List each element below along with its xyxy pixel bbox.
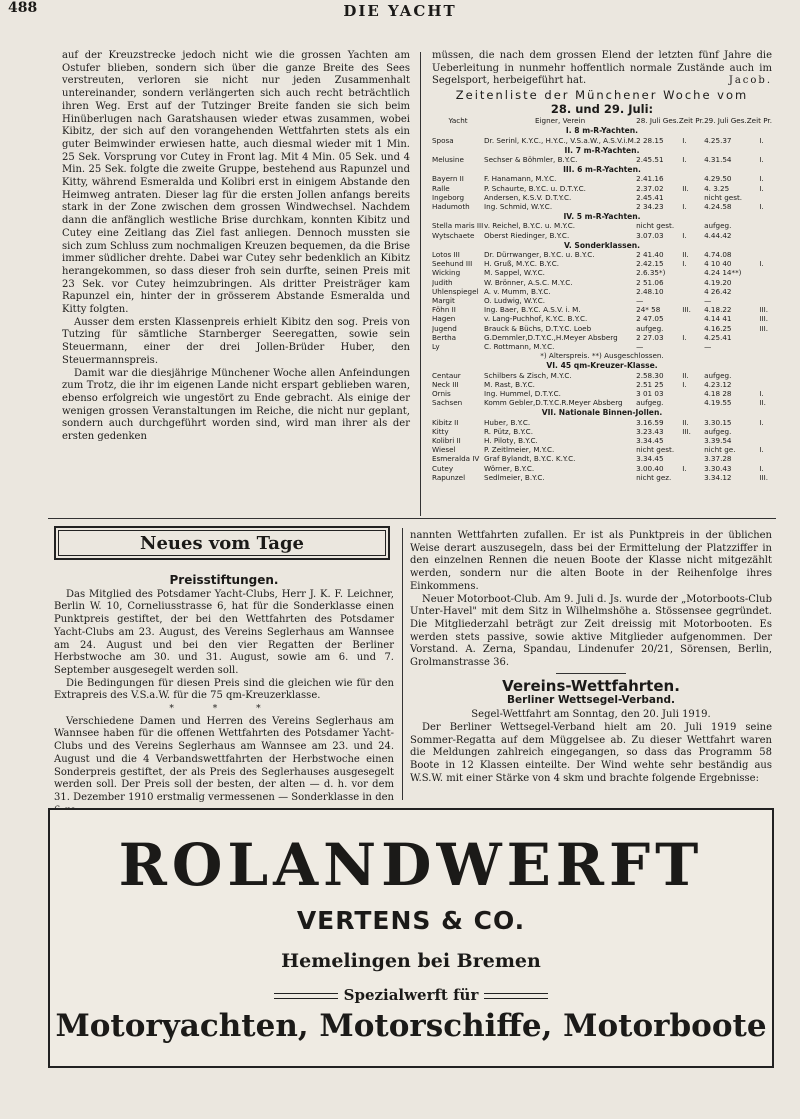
- place-day2: [759, 427, 772, 436]
- class-heading-row: [432, 125, 772, 135]
- class-heading-row: [432, 360, 772, 370]
- place-day1: I.: [682, 259, 687, 269]
- yacht-name: Wytschaete: [432, 230, 475, 240]
- time-day1: aufgeg.: [636, 398, 664, 408]
- time-day1: nicht gest.: [636, 221, 675, 231]
- owner-club: Wörner, B.Y.C.: [484, 463, 535, 473]
- owner-club: Huber, B.Y.C.: [484, 417, 531, 427]
- owner-club: H. Gruß, M.Y.C. B.Y.C.: [484, 259, 560, 269]
- yacht-name: Seehund III: [432, 259, 473, 269]
- table-row: [432, 333, 772, 342]
- place-day2: I.: [759, 183, 764, 193]
- time-day2: 3.34.12: [704, 472, 732, 482]
- table-row: [432, 202, 772, 211]
- news-subhead: Preisstiftungen.: [169, 573, 279, 587]
- place-day1: [682, 278, 704, 287]
- regatta-date: Segel-Wettfahrt am Sonntag, den 20. Juli 1919.: [471, 709, 711, 721]
- place-day2: I.: [759, 445, 764, 455]
- place-day1: [682, 473, 704, 482]
- owner-club: Schilbers & Zisch, M.Y.C.: [484, 370, 572, 380]
- time-day1: —: [636, 341, 644, 351]
- page-number: 488: [8, 0, 38, 16]
- place-day2: [759, 231, 772, 240]
- table-row: [432, 398, 772, 407]
- place-day1: [682, 174, 704, 183]
- time-day1: —: [636, 295, 644, 305]
- owner-club: Andersen, K.S.V. D.T.Y.C.: [484, 192, 572, 202]
- owner-club: H. Piloty, B.Y.C.: [484, 436, 538, 446]
- results-column: [432, 50, 772, 482]
- yacht-name: Ornis: [432, 389, 451, 398]
- news-heading: Neues vom Tage: [140, 532, 304, 554]
- place-day2: I.: [759, 417, 764, 427]
- owner-club: v. Reichel, B.Y.C. u. M.Y.C.: [484, 221, 576, 231]
- owner-club: Dr. Serinl, K.Y.C., H.Y.C., V.S.a.W., A.S.V.i.M.: [484, 135, 637, 145]
- time-day1: 3.34.45: [636, 454, 664, 464]
- yacht-name: Ly: [432, 341, 440, 351]
- table-row: [432, 324, 772, 333]
- yacht-name: Kitty: [432, 426, 449, 436]
- place-day2: I.: [759, 135, 764, 145]
- regatta-paragraph: Der Berliner Wettsegel-Verband hielt am 20. Juli 1919 seine Sommer-Regatta auf dem Müggelsee ab. Zu dieser Wettfahrt waren die Meldungen zahlreich eingegangen, so dass das Programm 58 Boote in 12 Klassen einteilte. Der Wind wehte sehr beständig aus W.S.W. mit einer Stärke von 4 skm und brachte folgende Ergebnisse:: [410, 721, 772, 784]
- place-day1: [682, 342, 704, 351]
- place-day2: III.: [759, 314, 769, 324]
- header-owner: Eigner, Verein: [534, 116, 586, 126]
- time-day2: 3.37.28: [704, 454, 732, 464]
- double-rule-right: [484, 993, 548, 999]
- place-day1: [682, 436, 704, 445]
- table-row: [432, 427, 772, 436]
- table-row: [432, 314, 772, 323]
- ad-specialty: [50, 986, 772, 1004]
- place-day1: II.: [682, 417, 689, 427]
- owner-club: Ing. Schmid, W.Y.C.: [484, 201, 553, 211]
- place-day2: [759, 380, 772, 389]
- article-paragraph: Damit war die diesjährige Münchener Woche allen Anfeindungen zum Trotz, die ihr im eigenen Lande nicht erspart geblieben waren, ebenso erfolgreich wie ungestört zu Ende gebracht. Als einige der wenigen grossen Veranstaltungen im Reiche, die nicht nur geplant, sondern auch durchgeführt worden sind, wird man ihrer als der ersten gedenken: [62, 367, 410, 443]
- owner-club: G.Demmler,D.T.Y.C.,H.Meyer Absberg: [484, 332, 618, 342]
- place-day1: [682, 389, 704, 398]
- time-day1: aufgeg.: [636, 323, 664, 333]
- place-day2: [759, 371, 772, 380]
- owner-club: Ing. Hummel, D.T.Y.C.: [484, 389, 561, 398]
- owner-club: R. Pütz, B.Y.C.: [484, 426, 533, 436]
- time-day2: aufgeg.: [704, 221, 732, 231]
- yacht-name: Hadumoth: [432, 201, 470, 211]
- results-footnote: *) Alterspreis. **) Ausgeschlossen.: [540, 351, 664, 361]
- place-day2: II.: [759, 398, 766, 408]
- place-day2: [759, 250, 772, 259]
- yacht-name: Judith: [432, 277, 453, 287]
- place-day1: I.: [682, 379, 687, 389]
- place-day1: I.: [682, 332, 687, 342]
- time-day2: 4.18.22: [704, 305, 732, 315]
- place-day2: [759, 268, 772, 277]
- table-row: [432, 418, 772, 427]
- section-rule: [48, 518, 776, 519]
- ad-products: Motoryachten, Motorschiffe, Motorboote: [55, 1008, 767, 1044]
- news-heading-box: [54, 526, 390, 560]
- yacht-name: Sposa: [432, 135, 454, 145]
- time-day2: 4.19.20: [704, 277, 732, 287]
- news-paragraph: Verschiedene Damen und Herren des Vereins Seglerhaus am Wannsee haben für die offenen Wettfahrten des Potsdamer Yacht-Clubs und des Vereins Seglerhaus am Wannsee am 23. und 24. August und die 4 Verbandswettfahrten der Herbstwoche einen Sonderpreis gestiftet, der als Preis des Seglerhauses ausgesegelt werden soll. Der Preis soll der besten, der alten — d. h. vor dem 31. Dezember 1910 erstmalig vermessenen — Sonderklasse in den: [54, 715, 394, 803]
- table-row: [432, 296, 772, 305]
- place-day1: [682, 324, 704, 333]
- header-day2: 29. Juli Ges.Zeit Pr.: [704, 116, 772, 126]
- place-day1: III.: [682, 305, 691, 315]
- ad-location: Hemelingen bei Bremen: [281, 950, 541, 972]
- time-day2: 3.39.54: [704, 436, 732, 446]
- place-day2: [759, 333, 772, 342]
- yacht-name: Sachsen: [432, 398, 463, 408]
- time-day2: 4.24.58: [704, 201, 732, 211]
- place-day1: I.: [682, 230, 687, 240]
- place-day2: III.: [759, 323, 769, 333]
- time-day2: 4.23.12: [704, 379, 732, 389]
- owner-club: M. Sappel, W.Y.C.: [484, 268, 545, 278]
- owner-club: P. Schaurte, B.Y.C. u. D.T.Y.C.: [484, 183, 586, 193]
- time-day2: 4.24 14**): [704, 268, 742, 278]
- owner-club: Brauck & Büchs, D.T.Y.C. Loeb: [484, 323, 592, 333]
- yacht-name: Melusine: [432, 154, 464, 164]
- place-day1: [682, 287, 704, 296]
- time-day2: 4 10 40: [704, 259, 732, 269]
- table-row: [432, 174, 772, 183]
- owner-club: v. Lang-Puchhof, K.Y.C. B.Y.C.: [484, 314, 588, 324]
- owner-club: F. Hanamann, M.Y.C.: [484, 174, 557, 184]
- owner-club: O. Ludwig, W.Y.C.: [484, 295, 546, 305]
- class-heading: VI. 45 qm-Kreuzer-Klasse.: [546, 361, 658, 371]
- time-day2: 4.19.55: [704, 398, 732, 408]
- place-day1: II.: [682, 249, 689, 259]
- place-day1: I.: [682, 154, 687, 164]
- yacht-name: Kolibri II: [432, 436, 461, 446]
- owner-club: Sechser & Böhmler, B.Y.C.: [484, 154, 578, 164]
- header-yacht: Yacht: [448, 116, 468, 126]
- table-row: [432, 445, 772, 454]
- place-day2: [759, 454, 772, 463]
- place-day1: II.: [682, 370, 689, 380]
- ad-firm: VERTENS & CO.: [296, 906, 526, 935]
- table-row: [432, 454, 772, 463]
- yacht-name: Ralle: [432, 183, 450, 193]
- article-paragraph: auf der Kreuzstrecke jedoch nicht wie die grossen Yachten am Ostufer blieben, sondern sich über die ganze Breite des Sees verstreuten, verloren sie nicht nur jeden Zusammenhalt untereinander, sondern verlängerten sich auch recht beträchtlich ihren Weg. Erst auf der Tutzinger Breite fanden sie sich beim Hinüberlugen nach Garatshausen wieder etwas zusammen, wobei Kibitz, der sich auf den vorangehenden Wettfahrten stets als ein guter Beimwinder erwiesen hatte, auch diesmal wieder mit 1 Min. 25 Sek. Vorsprung vor Cutey in Front lag. Mit 4 Min. 05 Sek. und 4 Min. 25 Sek. folgte die zweite Gruppe, bestehend aus Rapunzel und Kitty, während Esmeralda und Kolibri erst in einigem Abstande den Heimweg antraten. Dieser lag für die ersten Jollen anfangs bereits stark in der Zone zwischen dem grossen Windwechsel. Nachdem dann die anfänglich westliche Brise durchkam, konnten Kibitz und Cutey eine Zeitlang das Ziel fast anliegen. Dennoch mussten sie sich zum Schluss zum nochmaligen Kreuzen bequemen, da die Brise immer südlicher drehte. Dabei war Cutey sehr bedenklich an Kibitz herangekommen, so dass dieser froh sein durfte, seinen Preis mit 23 Sek. vor Cutey heimzubringen. Als dritter Preisträger kam Rapunzel ein, hinter der in grösserem Abstande Esmeralda und Kitty folgten.: [62, 50, 410, 316]
- time-day1: 2.41.16: [636, 174, 664, 184]
- place-day2: I.: [759, 463, 764, 473]
- table-row: [432, 436, 772, 445]
- time-day1: 2.58.30: [636, 370, 664, 380]
- place-day1: II.: [682, 183, 689, 193]
- article-paragraph: [432, 50, 772, 88]
- yacht-name: Rapunzel: [432, 472, 466, 482]
- time-day2: 4.16.25: [704, 323, 732, 333]
- ad-company-name: ROLANDWERFT: [118, 831, 704, 899]
- yacht-name: Esmeralda IV: [432, 454, 480, 464]
- header-day1: 28. Juli Ges.Zeit Pr.: [636, 116, 705, 126]
- time-day1: nicht gest.: [636, 445, 675, 455]
- results-table-dates: 28. und 29. Juli:: [550, 102, 654, 117]
- news-paragraph: Die Bedingungen für diesen Preis sind die gleichen wie für den Extrapreis des V.S.a.W. für die 75 qm-Kreuzerklasse.: [54, 677, 394, 702]
- class-heading-row: [432, 407, 772, 417]
- yacht-name: Ingeborg: [432, 192, 465, 202]
- place-day2: I.: [759, 154, 764, 164]
- table-row: [432, 380, 772, 389]
- time-day1: nicht gez.: [636, 472, 672, 482]
- time-day1: 2 28.15: [636, 135, 664, 145]
- place-day1: [682, 314, 704, 323]
- news-paragraph: Das Mitglied des Potsdamer Yacht-Clubs, Herr J. K. F. Leichner, Berlin W. 10, Corneliusstrasse 6, hat für die Sonderklasse einen Punktpreis gestiftet, der bei den Wettfahrten des Potsdamer Yacht-Clubs am 23. August, des Vereins Seglerhaus am Wannsee am 24. August und bei den vier Regatten der Berliner Herbstwoche am 30. und 31. August, sowie am 6. und 7. September ausgesegelt werden soll.: [54, 588, 394, 676]
- time-day1: 2 27.03: [636, 332, 664, 342]
- time-day1: 2 47.05: [636, 314, 664, 324]
- time-day2: aufgeg.: [704, 370, 732, 380]
- table-row: [432, 473, 772, 482]
- class-heading-row: [432, 240, 772, 250]
- time-day2: aufgeg.: [704, 426, 732, 436]
- table-row: [432, 136, 772, 145]
- class-heading: VII. Nationale Binnen-Jollen.: [541, 408, 663, 418]
- yacht-name: Föhn II: [432, 305, 456, 315]
- table-row: [432, 250, 772, 259]
- place-day1: [682, 445, 704, 454]
- time-day2: 3.30.43: [704, 463, 732, 473]
- place-day1: [682, 193, 704, 202]
- yacht-name: Wiesel: [432, 445, 456, 455]
- place-day2: [759, 193, 772, 202]
- time-day1: 2 51.06: [636, 277, 664, 287]
- time-day2: nicht gest.: [704, 192, 743, 202]
- table-row: [432, 287, 772, 296]
- time-day1: 2 34.23: [636, 201, 664, 211]
- time-day1: 2.45.41: [636, 192, 664, 202]
- place-day1: [682, 454, 704, 463]
- owner-club: M. Rast, B.Y.C.: [484, 379, 535, 389]
- place-day1: I.: [682, 201, 687, 211]
- yacht-name: Centaur: [432, 370, 461, 380]
- article-column-left: [62, 50, 410, 444]
- table-row: [432, 371, 772, 380]
- owner-club: Komm Gebler,D.T.Y.C.R.Meyer Absberg: [484, 398, 623, 408]
- table-row: [432, 184, 772, 193]
- yacht-name: Lotos III: [432, 249, 460, 259]
- class-heading: III. 6 m-R-Yachten.: [563, 165, 641, 175]
- time-day1: 3.07.03: [636, 230, 664, 240]
- results-table-title: Zeitenliste der Münchener Woche vom: [455, 88, 749, 103]
- time-day1: 2.51 25: [636, 379, 664, 389]
- results-table: [432, 116, 772, 482]
- time-day2: 4.25.37: [704, 135, 732, 145]
- place-day2: I.: [759, 389, 764, 398]
- class-heading: V. Sonderklassen.: [563, 240, 641, 250]
- place-day1: I.: [682, 463, 687, 473]
- place-day2: [759, 221, 772, 230]
- yacht-name: Kibitz II: [432, 417, 459, 427]
- owner-club: W. Brönner, A.S.C. M.Y.C.: [484, 277, 573, 287]
- table-row: [432, 155, 772, 164]
- table-row: [432, 268, 772, 277]
- time-day1: 24* 58: [636, 305, 661, 315]
- place-day1: [682, 296, 704, 305]
- time-day2: —: [704, 341, 712, 351]
- regatta-subtitle: Berliner Wettsegel-Verband.: [507, 694, 675, 707]
- time-day2: 4.29.50: [704, 174, 732, 184]
- table-row: [432, 464, 772, 473]
- results-footnote-row: [432, 351, 772, 360]
- place-day2: [759, 278, 772, 287]
- place-day2: III.: [759, 472, 769, 482]
- time-day1: 2.37.02: [636, 183, 664, 193]
- running-title: DIE YACHT: [343, 2, 457, 20]
- class-heading: I. 8 m-R-Yachten.: [565, 126, 639, 136]
- news-paragraph: nannten Wettfahrten zufallen. Er ist als Punktpreis in der üblichen Weise derart auszusegeln, dass bei der Ermittelung der Platzziffer in den einzelnen Rennen die neuen Boote der Klasse nicht mitgezählt werden, sondern nur die alten Boote in der Reihenfolge ihres Einkommens.: [410, 530, 772, 592]
- club-note: Neuer Motorboot-Club. Am 9. Juli d. Js. wurde der „Motorboots-Club Unter-Havel" mit dem Sitz in Wilhelmshöhe a. Stössensee gegründet. Die Mitgliederzahl beträgt zur Zeit dreissig mit Motorbooten. Es werden stets passive, sowie aktive Mitglieder aufgenommen. Der Vorstand. A. Zerna, Spandau, Lindenufer 20/21, Sörensen, Berlin, Grolmanstrasse 36.: [410, 593, 772, 669]
- owner-club: C. Rottmann, M.Y.C.: [484, 341, 555, 351]
- owner-club: Dr. Dürrwanger, B.Y.C. u. B.Y.C.: [484, 249, 595, 259]
- time-day2: 4. 3.25: [704, 183, 730, 193]
- yacht-name: Bertha: [432, 332, 457, 342]
- place-day2: [759, 296, 772, 305]
- time-day2: 4.25.41: [704, 332, 732, 342]
- owner-club: P. Zeitlmeier, M.Y.C.: [484, 445, 555, 455]
- table-row: [432, 389, 772, 398]
- time-day2: nicht ge.: [704, 445, 736, 455]
- results-header-row: [432, 116, 772, 125]
- yacht-name: Stella maris III: [432, 221, 484, 231]
- yacht-name: Wicking: [432, 268, 461, 278]
- time-day2: 4.74.08: [704, 249, 732, 259]
- time-day1: 2.6.35*): [636, 268, 666, 278]
- place-day2: I.: [759, 259, 764, 269]
- yacht-name: Cutey: [432, 463, 454, 473]
- table-row: [432, 305, 772, 314]
- time-day1: 2.42.15: [636, 259, 664, 269]
- place-day1: I.: [682, 135, 687, 145]
- time-day2: 4.31.54: [704, 154, 732, 164]
- time-day2: 4.14 41: [704, 314, 732, 324]
- class-heading-row: [432, 211, 772, 221]
- time-day1: 2 41.40: [636, 249, 664, 259]
- time-day2: 4.44.42: [704, 230, 732, 240]
- divider: [556, 673, 626, 674]
- advertisement: [48, 808, 774, 1068]
- place-day2: [759, 436, 772, 445]
- time-day1: 2.45.51: [636, 154, 664, 164]
- place-day1: [682, 221, 704, 230]
- class-heading-row: [432, 164, 772, 174]
- article-paragraph: Ausser dem ersten Klassenpreis erhielt Kibitz den sog. Preis von Tutzing für sämtliche Starnberger Seeregatten, sowie sein Steuermann, einer der drei Jollen-Brüder Huber, den Steuermannspreis.: [62, 316, 410, 366]
- table-row: [432, 221, 772, 230]
- place-day2: I.: [759, 201, 764, 211]
- place-day2: I.: [759, 174, 764, 184]
- place-day2: [759, 287, 772, 296]
- time-day2: 3.30.15: [704, 417, 732, 427]
- class-heading: IV. 5 m-R-Yachten.: [563, 212, 641, 222]
- author: Jacob.: [728, 75, 772, 87]
- table-row: [432, 193, 772, 202]
- time-day2: 4 26.42: [704, 286, 732, 296]
- class-heading: II. 7 m-R-Yachten.: [564, 145, 640, 155]
- owner-club: Graf Bylandt, B.Y.C. K.Y.C.: [484, 454, 576, 464]
- place-day2: [759, 342, 772, 351]
- double-rule-left: [274, 993, 338, 999]
- time-day1: 2.48.10: [636, 286, 664, 296]
- table-row: [432, 259, 772, 268]
- yacht-name: Hagen: [432, 314, 456, 324]
- section-stars: * * *: [169, 704, 279, 715]
- owner-club: Sedlmeier, B.Y.C.: [484, 472, 545, 482]
- time-day2: 4.18 28: [704, 389, 732, 398]
- owner-club: Oberst Riedinger, B.Y.C.: [484, 230, 570, 240]
- time-day1: 3.34.45: [636, 436, 664, 446]
- yacht-name: Bayern II: [432, 174, 464, 184]
- table-row: [432, 342, 772, 351]
- yacht-name: Uhlenspiegel: [432, 286, 479, 296]
- news-column: [54, 572, 394, 817]
- table-row: [432, 278, 772, 287]
- place-day1: [682, 268, 704, 277]
- regatta-section-title: Vereins-Wettfahrten.: [502, 676, 680, 695]
- ad-specialty-text: Spezialwerft für: [343, 986, 479, 1004]
- column-divider: [420, 52, 421, 516]
- time-day1: 3.00.40: [636, 463, 664, 473]
- news-column-right: [410, 530, 772, 785]
- table-row: [432, 231, 772, 240]
- time-day2: —: [704, 295, 712, 305]
- yacht-name: Margit: [432, 295, 455, 305]
- owner-club: A. v. Mumm, B.Y.C.: [484, 286, 551, 296]
- owner-club: Ing. Baer, B.Y.C. A.S.V. i. M.: [484, 305, 581, 315]
- place-day1: III.: [682, 426, 691, 436]
- time-day1: 3.16.59: [636, 417, 664, 427]
- place-day1: [682, 398, 704, 407]
- place-day2: III.: [759, 305, 769, 315]
- intro-text: müssen, die nach dem grossen Elend der letzten fünf Jahre die Ueberleitung in nunmehr hoffentlich normale Zustände auch im Segelsport, herbeigeführt hat.: [432, 50, 772, 87]
- column-divider: [402, 528, 403, 800]
- yacht-name: Jugend: [432, 323, 457, 333]
- class-heading-row: [432, 145, 772, 155]
- time-day1: 3.23.43: [636, 426, 664, 436]
- time-day1: 3 01 03: [636, 389, 664, 398]
- yacht-name: Neck III: [432, 379, 459, 389]
